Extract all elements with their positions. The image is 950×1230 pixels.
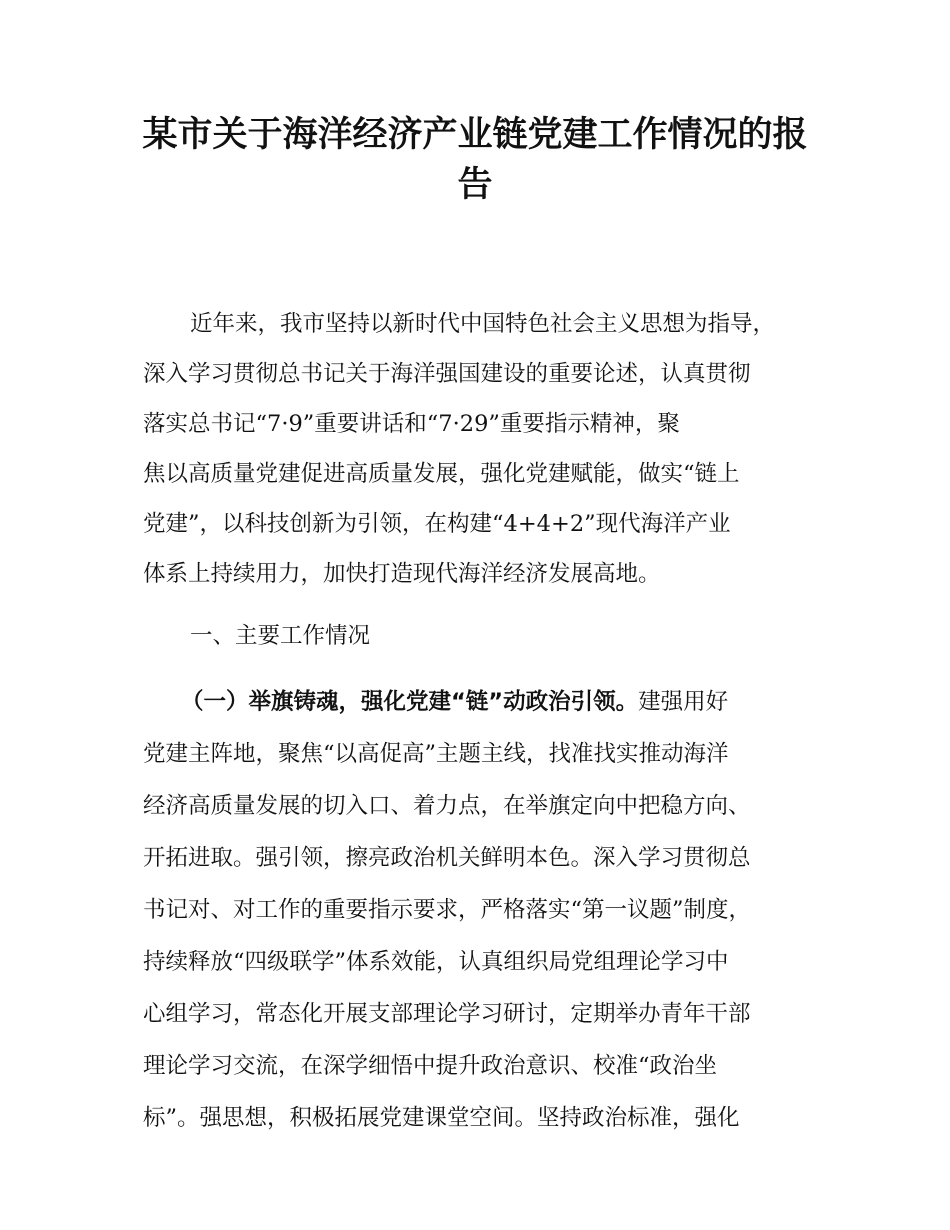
document-title: [120, 110, 830, 210]
subsection-line: 书记对、对工作的重要指示要求，严格落实“第一议题”制度，: [143, 897, 752, 923]
subsection-first-line: [181, 676, 728, 728]
subsection-line: 心组学习，常态化开展支部理论学习研讨，定期举办青年干部: [143, 1001, 751, 1027]
subsection-line: 开拓进取。强引领，擦亮政治机关鲜明本色。深入学习贯彻总: [143, 845, 751, 871]
intro-line: 体系上持续用力，加快打造现代海洋经济发展高地。: [143, 561, 661, 587]
intro-line: 深入学习贯彻总书记关于海洋强国建设的重要论述，认真贯彻: [143, 361, 751, 387]
intro-line: 焦以高质量党建促进高质量发展，强化党建赋能，做实“链上: [143, 461, 740, 487]
subsection-line: 党建主阵地，聚焦“以高促高”主题主线，找准找实推动海洋: [143, 741, 729, 767]
intro-line: 近年来，我市坚持以新时代中国特色社会主义思想为指导，: [190, 311, 776, 337]
subsection-heading: （一）举旗铸魂，强化党建“链”动政治引领。: [181, 689, 639, 715]
subsection-first-line-rest: 建强用好: [638, 689, 729, 715]
subsection-line: 标”。强思想，积极拓展党建课堂空间。坚持政治标准，强化: [143, 1105, 740, 1131]
title-line-2: 告: [457, 165, 493, 205]
intro-line: 落实总书记“7·9”重要讲话和“7·29”重要指示精神，聚: [143, 411, 680, 437]
subsection-line: 持续释放“四级联学”体系效能，认真组织局党组理论学习中: [143, 949, 729, 975]
subsection-line: 经济高质量发展的切入口、着力点，在举旗定向中把稳方向、: [143, 793, 751, 819]
subsection-line: 理论学习交流，在深学细悟中提升政治意识、校准“政治坐: [143, 1053, 718, 1079]
title-line-1: 某市关于海洋经济产业链党建工作情况的报: [142, 115, 808, 155]
section-heading: 一、主要工作情况: [190, 623, 371, 649]
intro-line: 党建”，以科技创新为引领，在构建“4+4+2”现代海洋产业: [143, 511, 731, 537]
